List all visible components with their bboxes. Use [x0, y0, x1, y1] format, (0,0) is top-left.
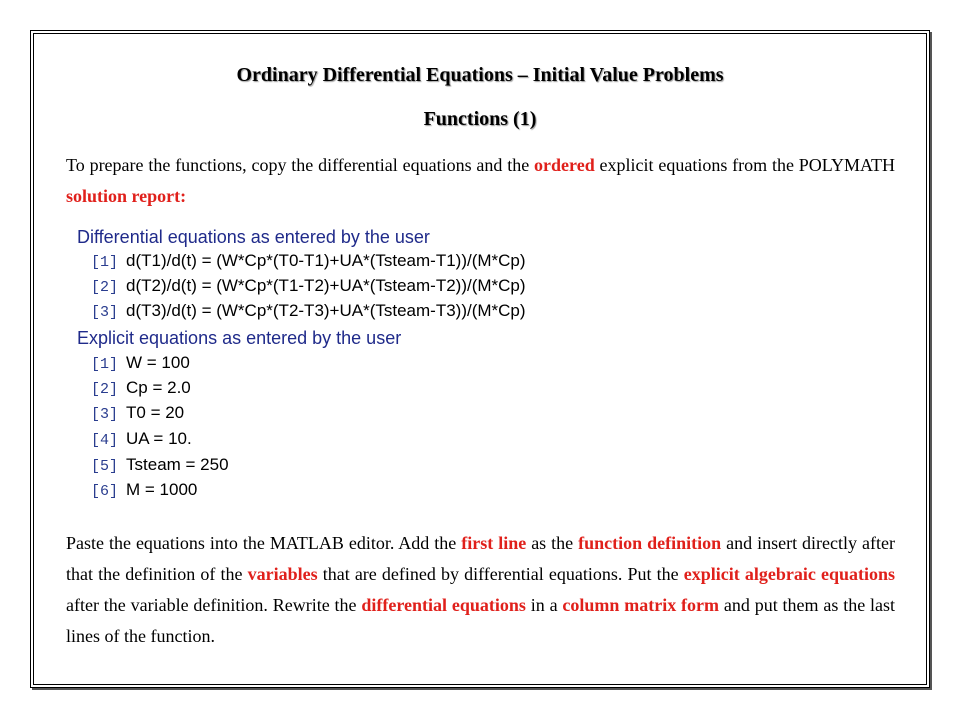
diff-eq-row: [91, 251, 526, 271]
eq-text: UA = 10.: [126, 429, 192, 448]
explicit-eq-row: [91, 455, 229, 475]
page-title: Ordinary Differential Equations – Initial Value Problems: [236, 64, 724, 86]
eq-text: M = 1000: [126, 480, 198, 499]
highlight-ordered: ordered: [534, 155, 595, 175]
explicit-eq-row: [91, 378, 191, 398]
highlight-column-matrix-form: column matrix form: [562, 595, 720, 615]
eq-number: [4]: [91, 432, 119, 449]
explicit-eq-row: [91, 480, 197, 500]
eq-text: d(T2)/d(t) = (W*Cp*(T1-T2)+UA*(Tsteam-T2))/(M*Cp): [126, 276, 526, 295]
eq-text: d(T3)/d(t) = (W*Cp*(T2-T3)+UA*(Tsteam-T3))/(M*Cp): [126, 301, 526, 320]
eq-number: [3]: [91, 304, 119, 321]
diff-eq-row: [91, 301, 526, 321]
instructions-paragraph: Paste the equations into the MATLAB editor. Add the first line as the function definition and insert directly after that the definition of the variables that are defined by differential equations. Put the explicit algebraic equations after the variable definition. Rewrite the differential equations in a column matrix form and put them as the last lines of the function.: [66, 533, 896, 646]
explicit-eq-row: [91, 429, 192, 449]
highlight-variables: variables: [247, 564, 318, 584]
highlight-first-line: first line: [461, 533, 527, 553]
eq-text: W = 100: [126, 353, 190, 372]
page-subtitle: Functions (1): [423, 108, 537, 130]
explicit-equations-header: Explicit equations as entered by the user: [77, 328, 402, 348]
eq-number: [6]: [91, 483, 119, 500]
eq-number: [1]: [91, 254, 119, 271]
highlight-explicit-algebraic-equations: explicit algebraic equations: [683, 564, 895, 584]
eq-text: Cp = 2.0: [126, 378, 191, 397]
highlight-differential-equations: differential equations: [361, 595, 526, 615]
eq-number: [5]: [91, 458, 119, 475]
eq-number: [1]: [91, 356, 119, 373]
highlight-function-definition: function definition: [578, 533, 722, 553]
intro-paragraph: To prepare the functions, copy the differential equations and the ordered explicit equations from the POLYMATH solution report:: [66, 155, 896, 206]
explicit-eq-row: [91, 403, 184, 423]
eq-text: d(T1)/d(t) = (W*Cp*(T0-T1)+UA*(Tsteam-T1))/(M*Cp): [126, 251, 526, 270]
differential-equations-header: Differential equations as entered by the user: [77, 227, 430, 247]
eq-number: [2]: [91, 381, 119, 398]
eq-number: [3]: [91, 406, 119, 423]
eq-text: T0 = 20: [126, 403, 185, 422]
eq-text: Tsteam = 250: [126, 455, 229, 474]
explicit-eq-row: [91, 353, 190, 373]
diff-eq-row: [91, 276, 526, 296]
highlight-solution-report: solution report:: [66, 186, 187, 206]
eq-number: [2]: [91, 279, 119, 296]
